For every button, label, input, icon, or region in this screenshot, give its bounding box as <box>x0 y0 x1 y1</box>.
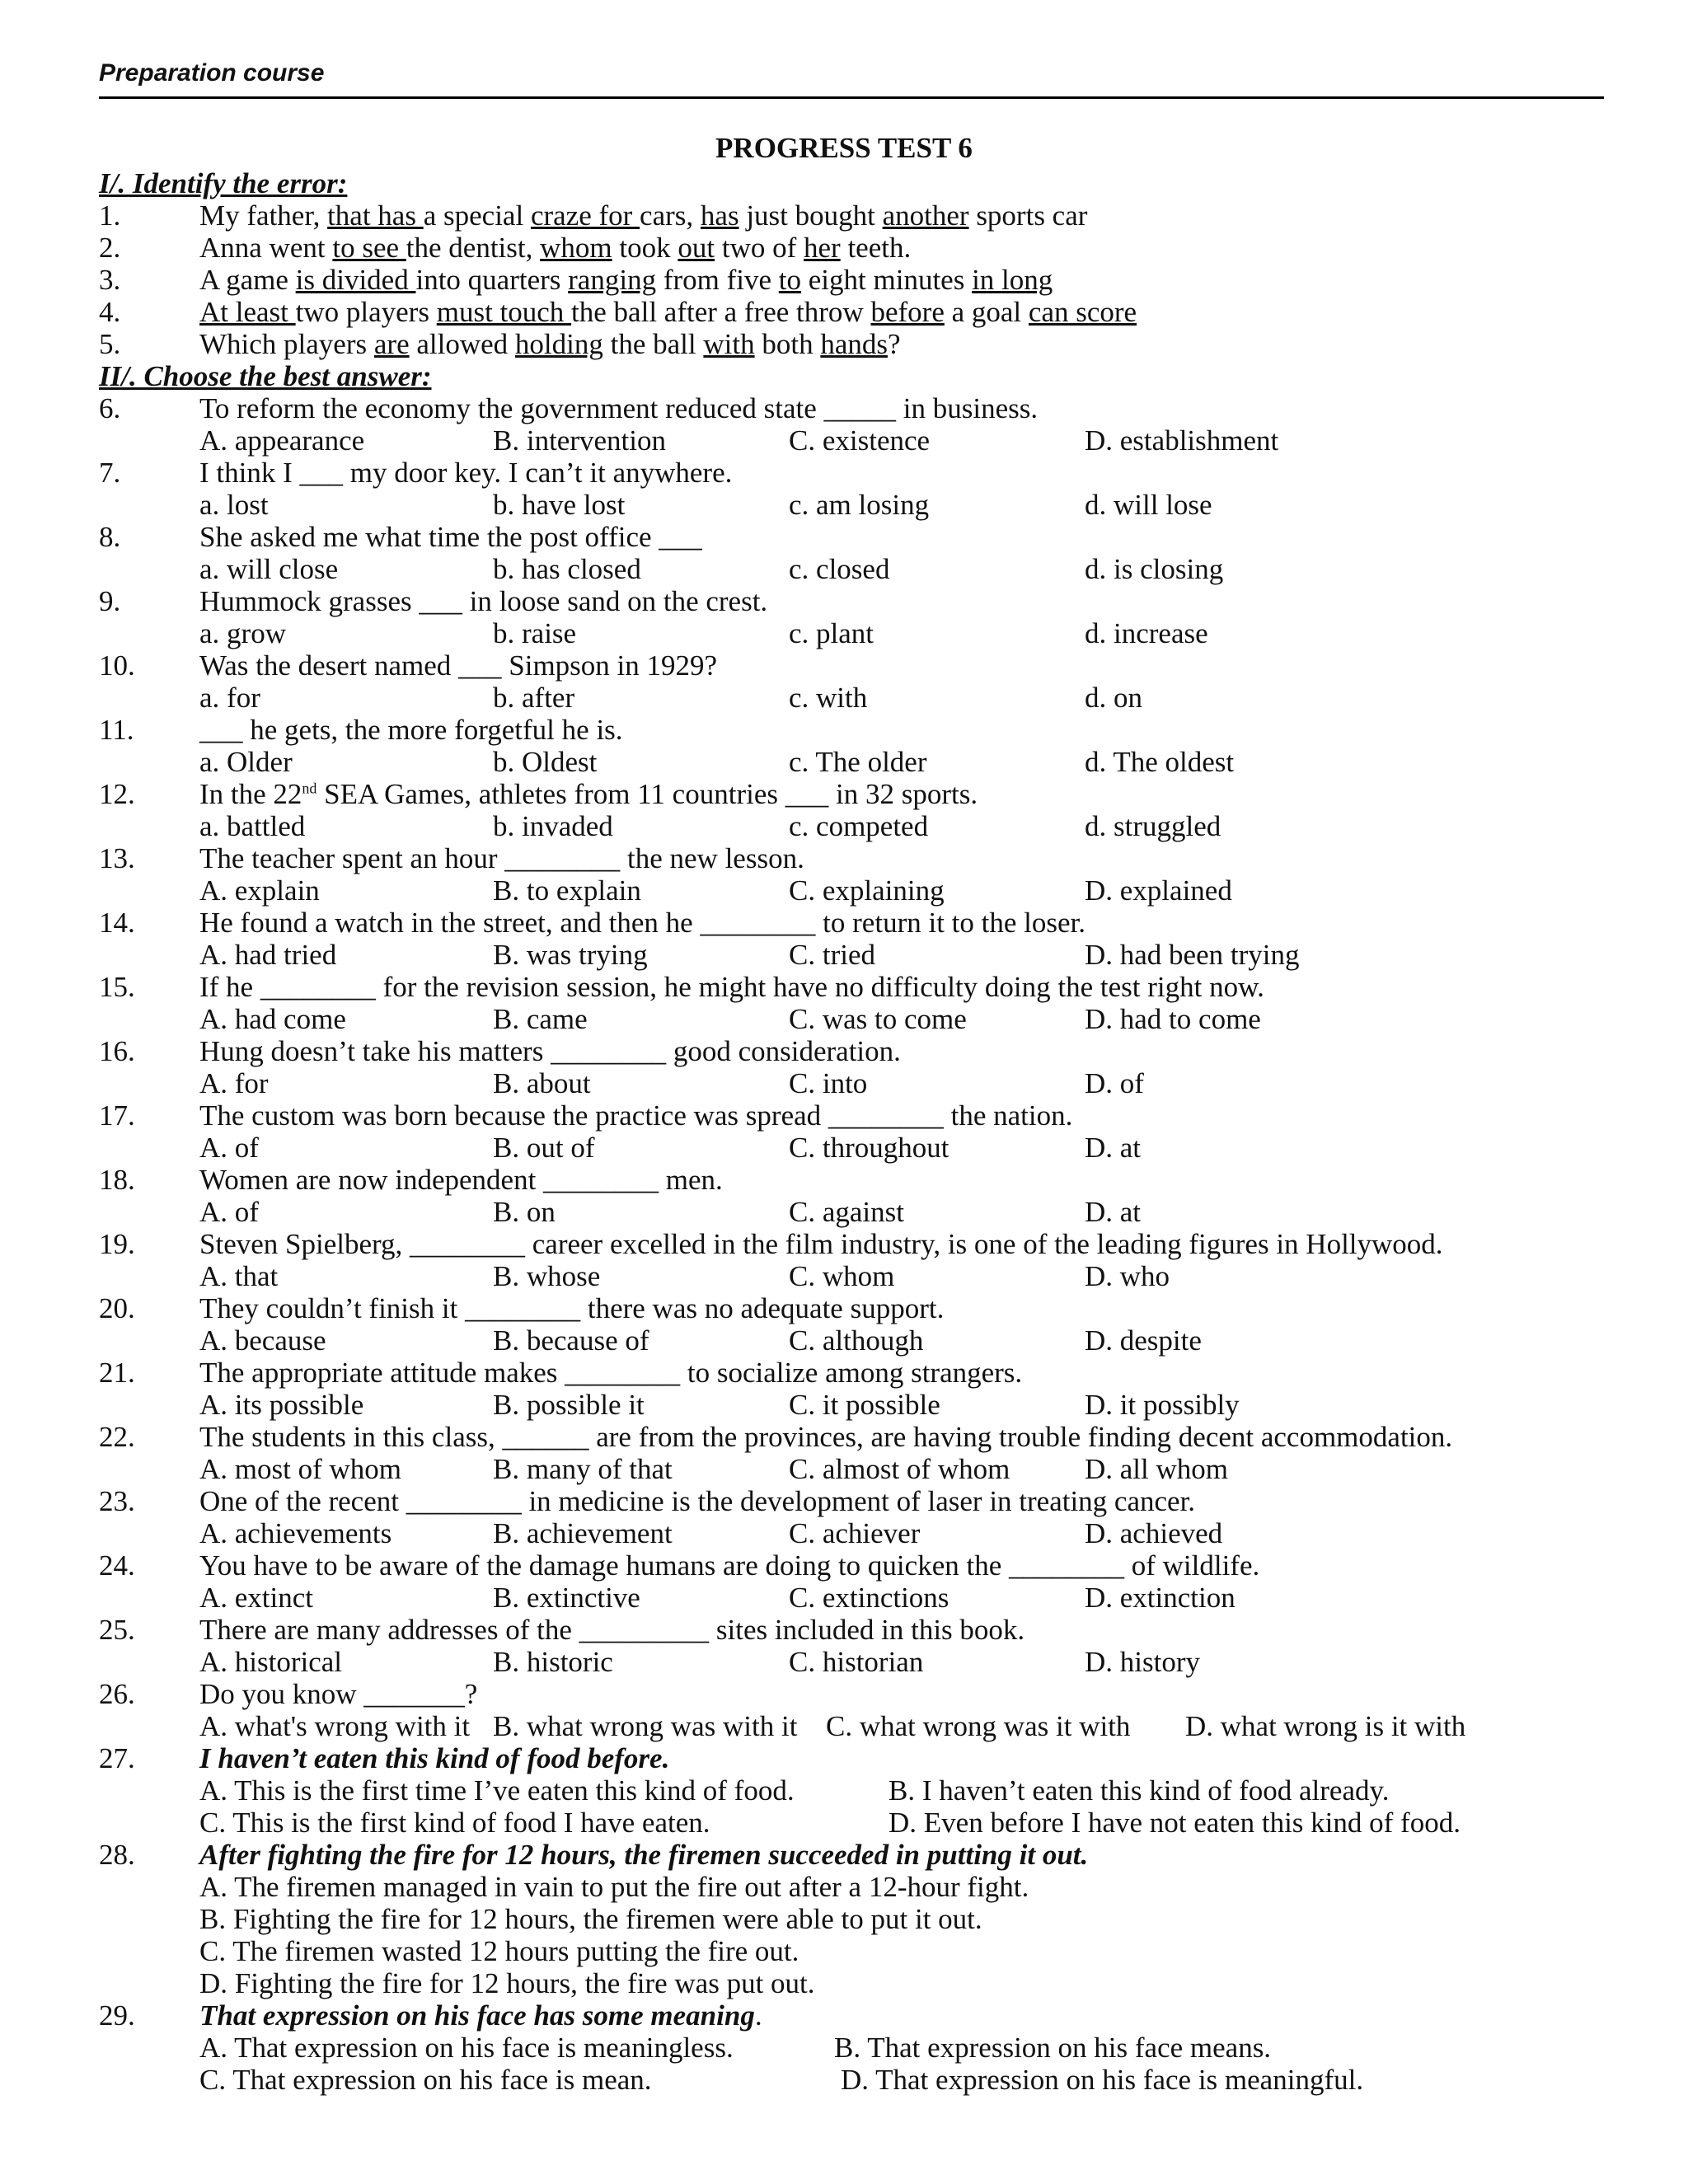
question-stem <box>199 1678 477 1710</box>
section-heading: I/. Identify the error: <box>99 167 348 199</box>
answer-option: D. it possibly <box>1085 1389 1240 1421</box>
answer-option: A. its possible <box>199 1389 364 1421</box>
question-number: 13. <box>99 842 135 874</box>
sentence-segment: the ball <box>603 328 704 360</box>
question-line <box>0 1999 1688 2032</box>
question-line <box>0 971 1688 1003</box>
answer-option: c. plant <box>789 617 874 649</box>
underlined-segment: has <box>700 199 739 232</box>
question-stem <box>199 1164 723 1196</box>
answer-option: A. extinct <box>199 1582 314 1614</box>
answer-option: C. it possible <box>789 1389 940 1421</box>
question-line <box>0 1099 1688 1132</box>
answer-option: d. is closing <box>1085 553 1224 585</box>
answer-option: C. historian <box>789 1646 924 1678</box>
question-text: ___ he gets, the more forgetful he is. <box>199 714 623 746</box>
underlined-segment: can score <box>1028 296 1137 328</box>
answer-option: D. at <box>1085 1196 1142 1228</box>
answer-option: C. extinctions <box>789 1582 950 1614</box>
answer-option: D. extinction <box>1085 1582 1236 1614</box>
question-line <box>0 1742 1688 1774</box>
question-stem <box>199 1742 669 1774</box>
sentence-segment: the ball after a free throw <box>571 296 871 328</box>
answer-option: b. have lost <box>493 489 626 521</box>
answer-option: C. whom <box>789 1260 895 1292</box>
underlined-segment: craze for <box>530 199 640 232</box>
question-text: Do you know _______? <box>199 1678 478 1710</box>
question-text: The students in this class, ______ are from the provinces, are having trouble finding decent accommodation. <box>199 1421 1453 1453</box>
question-text: Steven Spielberg, ________ career excelled in the film industry, is one of the leading figures in Hollywood. <box>199 1228 1443 1260</box>
question-text: I haven’t eaten this kind of food before. <box>199 1742 670 1774</box>
question-line <box>0 392 1688 424</box>
question-stem <box>199 1099 1072 1132</box>
question-line <box>0 778 1688 810</box>
answer-option: c. The older <box>789 746 927 778</box>
answer-option: d. The oldest <box>1085 746 1235 778</box>
text-line <box>0 1517 1688 1549</box>
sentence-segment: eight minutes <box>801 264 973 296</box>
question-number: 12. <box>99 778 135 810</box>
answer-option: B. many of that <box>493 1453 673 1485</box>
sentence-segment: two of <box>715 232 804 264</box>
sentence-segment: Anna went <box>199 232 333 264</box>
error-item <box>0 232 1688 264</box>
error-item <box>0 328 1688 360</box>
answer-option: C. explaining <box>789 874 945 907</box>
answer-option: b. invaded <box>493 810 613 842</box>
question-stem <box>199 778 978 810</box>
question-stem <box>199 649 717 682</box>
text-line <box>0 1453 1688 1485</box>
question-text: The teacher spent an hour ________ the new lesson. <box>199 842 804 874</box>
item-sentence <box>199 232 911 264</box>
answer-option: b. raise <box>493 617 577 649</box>
sentence-segment: Which players <box>199 328 374 360</box>
text-line <box>0 746 1688 778</box>
text-line <box>0 553 1688 585</box>
sentence-segment: a goal <box>944 296 1029 328</box>
text-line <box>0 1774 1688 1807</box>
question-number: 16. <box>99 1035 135 1067</box>
answer-option: d. will lose <box>1085 489 1212 521</box>
underlined-segment: that has <box>327 199 424 232</box>
answer-option: B. out of <box>493 1132 595 1164</box>
question-number: 21. <box>99 1357 135 1389</box>
underlined-segment: before <box>870 296 945 328</box>
answer-option: D. at <box>1085 1132 1142 1164</box>
header-title: Preparation course <box>99 59 325 87</box>
question-stem <box>199 1292 944 1324</box>
answer-option: D. despite <box>1085 1324 1202 1357</box>
item-number: 4. <box>99 296 121 328</box>
answer-option: A. that <box>199 1260 279 1292</box>
question-tail: . <box>754 1999 762 2032</box>
question-text: Hummock grasses ___ in loose sand on the crest. <box>199 585 768 617</box>
question-number: 15. <box>99 971 135 1003</box>
error-item <box>0 199 1688 232</box>
question-text: The custom was born because the practice was spread ________ the nation. <box>199 1099 1073 1132</box>
answer-option: A. appearance <box>199 424 365 457</box>
answer-option: C. This is the first kind of food I have eaten. <box>199 1807 710 1839</box>
answer-option: D. what wrong is it with <box>1185 1710 1466 1742</box>
answer-option: B. Fighting the fire for 12 hours, the firemen were able to put it out. <box>199 1903 982 1935</box>
sentence-segment: allowed <box>409 328 515 360</box>
text-line <box>0 939 1688 971</box>
sentence-segment: two players <box>295 296 437 328</box>
underlined-segment: hands <box>820 328 888 360</box>
error-item <box>0 264 1688 296</box>
item-number: 1. <box>99 199 121 232</box>
question-number: 26. <box>99 1678 135 1710</box>
answer-option: C. was to come <box>789 1003 967 1035</box>
sentence-segment: from five <box>656 264 779 296</box>
answer-option: D. explained <box>1085 874 1232 907</box>
question-stem <box>199 1035 901 1067</box>
question-text: Was the desert named ___ Simpson in 1929? <box>199 649 718 682</box>
sentence-segment: both <box>754 328 821 360</box>
question-line <box>0 1549 1688 1582</box>
answer-option: A. That expression on his face is meaningless. <box>199 2032 734 2064</box>
answer-option: a. for <box>199 682 260 714</box>
question-text: If he ________ for the revision session, he might have no difficulty doing the test right now. <box>199 971 1264 1003</box>
question-line <box>0 585 1688 617</box>
text-line <box>0 1003 1688 1035</box>
question-text: Women are now independent ________ men. <box>199 1164 723 1196</box>
text-line <box>0 489 1688 521</box>
item-number: 3. <box>99 264 121 296</box>
answer-option: B. historic <box>493 1646 613 1678</box>
question-stem <box>199 907 1085 939</box>
answer-option: A. what's wrong with it <box>199 1710 471 1742</box>
item-sentence <box>199 199 1087 232</box>
underlined-segment: her <box>804 232 841 264</box>
question-stem <box>199 1999 762 2032</box>
question-text: The appropriate attitude makes ________ to socialize among strangers. <box>199 1357 1023 1389</box>
question-line <box>0 1485 1688 1517</box>
answer-option: D. of <box>1085 1067 1144 1099</box>
sentence-segment: A game <box>199 264 296 296</box>
answer-option: B. because of <box>493 1324 649 1357</box>
question-stem <box>199 1228 1443 1260</box>
answer-option: D. achieved <box>1085 1517 1223 1549</box>
sentence-segment: My father, <box>199 199 328 232</box>
text-line <box>0 810 1688 842</box>
question-line <box>0 521 1688 553</box>
answer-option: C. The firemen wasted 12 hours putting the fire out. <box>199 1935 799 1967</box>
answer-option: D. Even before I have not eaten this kind of food. <box>889 1807 1461 1839</box>
question-stem <box>199 521 702 553</box>
question-stem <box>199 1357 1022 1389</box>
question-stem <box>199 1421 1452 1453</box>
question-line <box>0 1678 1688 1710</box>
answer-option: D. Fighting the fire for 12 hours, the fire was put out. <box>199 1967 815 1999</box>
answer-option: C. That expression on his face is mean. <box>199 2064 652 2096</box>
question-line <box>0 1228 1688 1260</box>
question-stem <box>199 457 732 489</box>
sentence-segment: into quarters <box>415 264 569 296</box>
text-line <box>0 1967 1688 1999</box>
underlined-segment: are <box>373 328 410 360</box>
answer-option: B. on <box>493 1196 556 1228</box>
question-number: 23. <box>99 1485 135 1517</box>
answer-option: A. for <box>199 1067 269 1099</box>
question-number: 10. <box>99 649 135 682</box>
underlined-segment: with <box>703 328 755 360</box>
question-line <box>0 649 1688 682</box>
item-sentence <box>199 296 1137 328</box>
text-line <box>0 360 1688 392</box>
error-item <box>0 296 1688 328</box>
text-line <box>0 1196 1688 1228</box>
answer-option: A. historical <box>199 1646 343 1678</box>
question-line <box>0 1357 1688 1389</box>
sentence-segment: a special <box>423 199 531 232</box>
answer-option: c. with <box>789 682 868 714</box>
answer-option: D. had to come <box>1085 1003 1261 1035</box>
sentence-segment: ? <box>887 328 901 360</box>
sentence-segment: cars, <box>640 199 701 232</box>
question-text: After fighting the fire for 12 hours, the firemen succeeded in putting it out. <box>199 1839 1089 1871</box>
answer-option: B. That expression on his face means. <box>834 2032 1272 2064</box>
answer-option: d. increase <box>1085 617 1208 649</box>
question-line <box>0 842 1688 874</box>
answer-option: B. to explain <box>493 874 641 907</box>
text-line <box>0 682 1688 714</box>
answer-option: C. almost of whom <box>789 1453 1010 1485</box>
answer-option: d. struggled <box>1085 810 1221 842</box>
answer-option: b. has closed <box>493 553 641 585</box>
text-line <box>0 874 1688 907</box>
answer-option: b. after <box>493 682 575 714</box>
sentence-segment: took <box>612 232 678 264</box>
answer-option: D. who <box>1085 1260 1170 1292</box>
question-line <box>0 1164 1688 1196</box>
question-number: 27. <box>99 1742 135 1774</box>
text-line <box>0 1067 1688 1099</box>
underlined-segment: is divided <box>295 264 416 296</box>
answer-option: C. into <box>789 1067 868 1099</box>
question-stem <box>199 1614 1025 1646</box>
answer-option: A. of <box>199 1132 259 1164</box>
question-text: SEA Games, athletes from 11 countries ___ in 32 sports. <box>316 778 978 810</box>
item-number: 5. <box>99 328 121 360</box>
sentence-segment: the dentist, <box>406 232 541 264</box>
answer-option: D. all whom <box>1085 1453 1229 1485</box>
answer-option: A. of <box>199 1196 259 1228</box>
text-line <box>0 1807 1688 1839</box>
answer-option: B. what wrong was with it <box>493 1710 798 1742</box>
underlined-segment: At least <box>199 296 296 328</box>
question-number: 20. <box>99 1292 135 1324</box>
question-text: To reform the economy the government reduced state _____ in business. <box>199 392 1039 424</box>
question-stem <box>199 1549 1259 1582</box>
question-text: One of the recent ________ in medicine is the development of laser in treating cancer. <box>199 1485 1196 1517</box>
question-stem <box>199 585 767 617</box>
question-number: 11. <box>99 714 134 746</box>
question-number: 25. <box>99 1614 135 1646</box>
text-line <box>0 1646 1688 1678</box>
answer-option: A. This is the first time I’ve eaten this kind of food. <box>199 1774 795 1807</box>
text-line <box>0 2032 1688 2064</box>
answer-option: a. lost <box>199 489 269 521</box>
question-stem <box>199 392 1038 424</box>
text-line <box>0 1710 1688 1742</box>
underlined-segment: to <box>778 264 802 296</box>
question-number: 8. <box>99 521 121 553</box>
page-title: PROGRESS TEST 6 <box>715 132 973 164</box>
answer-option: A. most of whom <box>199 1453 401 1485</box>
answer-option: A. had tried <box>199 939 337 971</box>
text-line <box>0 424 1688 457</box>
question-number: 9. <box>99 585 121 617</box>
underlined-segment: in long <box>972 264 1053 296</box>
answer-option: A. achievements <box>199 1517 392 1549</box>
answer-option: B. was trying <box>493 939 648 971</box>
answer-option: c. competed <box>789 810 929 842</box>
text-line <box>0 2064 1688 2096</box>
question-number: 22. <box>99 1421 135 1453</box>
page-header <box>99 59 1604 99</box>
question-text: That expression on his face has some meaning <box>199 1999 755 2032</box>
text-line <box>0 617 1688 649</box>
answer-option: A. because <box>199 1324 326 1357</box>
question-text: You have to be aware of the damage humans are doing to quicken the ________ of wildlife. <box>199 1549 1260 1582</box>
question-number: 24. <box>99 1549 135 1582</box>
answer-option: B. possible it <box>493 1389 645 1421</box>
text-line <box>0 1871 1688 1903</box>
answer-option: a. will close <box>199 553 339 585</box>
item-number: 2. <box>99 232 121 264</box>
underlined-segment: holding <box>514 328 603 360</box>
item-sentence <box>199 264 1053 296</box>
answer-option: c. closed <box>789 553 890 585</box>
question-text: He found a watch in the street, and then he ________ to return it to the loser. <box>199 907 1086 939</box>
section-heading: II/. Choose the best answer: <box>99 360 432 392</box>
text-line <box>0 1582 1688 1614</box>
question-line <box>0 1035 1688 1067</box>
answer-option: C. what wrong was it with <box>826 1710 1131 1742</box>
underlined-segment: must touch <box>436 296 572 328</box>
question-number: 19. <box>99 1228 135 1260</box>
sentence-segment: teeth. <box>840 232 912 264</box>
sentence-segment: sports car <box>968 199 1088 232</box>
answer-option: B. I haven’t eaten this kind of food already. <box>889 1774 1390 1807</box>
underlined-segment: to see <box>332 232 406 264</box>
question-line <box>0 1421 1688 1453</box>
text-line <box>0 1389 1688 1421</box>
question-number: 6. <box>99 392 121 424</box>
question-line <box>0 1292 1688 1324</box>
answer-option: C. although <box>789 1324 924 1357</box>
answer-option: b. Oldest <box>493 746 598 778</box>
question-stem <box>199 714 623 746</box>
question-line <box>0 1839 1688 1871</box>
question-number: 29. <box>99 1999 135 2032</box>
answer-option: C. achiever <box>789 1517 921 1549</box>
question-line <box>0 907 1688 939</box>
question-text: In the 22 <box>199 778 302 810</box>
question-text: Hung doesn’t take his matters ________ good consideration. <box>199 1035 901 1067</box>
question-number: 28. <box>99 1839 135 1871</box>
question-number: 7. <box>99 457 121 489</box>
answer-option: a. battled <box>199 810 306 842</box>
question-number: 18. <box>99 1164 135 1196</box>
answer-option: a. Older <box>199 746 293 778</box>
answer-option: D. That expression on his face is meaningful. <box>841 2064 1364 2096</box>
answer-option: C. tried <box>789 939 875 971</box>
answer-option: D. establishment <box>1085 424 1279 457</box>
answer-option: B. extinctive <box>493 1582 640 1614</box>
answer-option: D. history <box>1085 1646 1200 1678</box>
sentence-segment: just bought <box>738 199 883 232</box>
question-stem <box>199 1485 1195 1517</box>
answer-option: B. whose <box>493 1260 601 1292</box>
answer-option: d. on <box>1085 682 1142 714</box>
question-line <box>0 714 1688 746</box>
answer-option: A. The firemen managed in vain to put the fire out after a 12-hour fight. <box>199 1871 1029 1903</box>
question-text: I think I ___ my door key. I can’t it anywhere. <box>199 457 733 489</box>
text-line <box>0 1903 1688 1935</box>
underlined-segment: out <box>678 232 715 264</box>
answer-option: A. explain <box>199 874 320 907</box>
question-text: They couldn’t finish it ________ there was no adequate support. <box>199 1292 945 1324</box>
answer-option: B. about <box>493 1067 591 1099</box>
answer-option: D. had been trying <box>1085 939 1300 971</box>
answer-option: a. grow <box>199 617 286 649</box>
underlined-segment: ranging <box>568 264 657 296</box>
question-line <box>0 1614 1688 1646</box>
answer-option: A. had come <box>199 1003 346 1035</box>
question-text: There are many addresses of the _________ sites included in this book. <box>199 1614 1025 1646</box>
question-stem <box>199 1839 1088 1871</box>
text-line <box>0 1260 1688 1292</box>
answer-option: C. throughout <box>789 1132 950 1164</box>
text-line <box>0 167 1688 199</box>
question-stem <box>199 842 804 874</box>
ordinal-suffix: nd <box>302 780 317 797</box>
answer-option: c. am losing <box>789 489 930 521</box>
answer-option: B. came <box>493 1003 588 1035</box>
answer-option: C. against <box>789 1196 904 1228</box>
answer-option: B. achievement <box>493 1517 673 1549</box>
answer-option: B. intervention <box>493 424 666 457</box>
underlined-segment: another <box>882 199 969 232</box>
answer-option: C. existence <box>789 424 931 457</box>
text-line <box>0 1324 1688 1357</box>
question-number: 14. <box>99 907 135 939</box>
question-stem <box>199 971 1264 1003</box>
text-line <box>0 1132 1688 1164</box>
question-line <box>0 457 1688 489</box>
underlined-segment: whom <box>540 232 612 264</box>
item-sentence <box>199 328 901 360</box>
question-number: 17. <box>99 1099 135 1132</box>
text-line <box>0 1935 1688 1967</box>
question-text: She asked me what time the post office ___ <box>199 521 702 553</box>
